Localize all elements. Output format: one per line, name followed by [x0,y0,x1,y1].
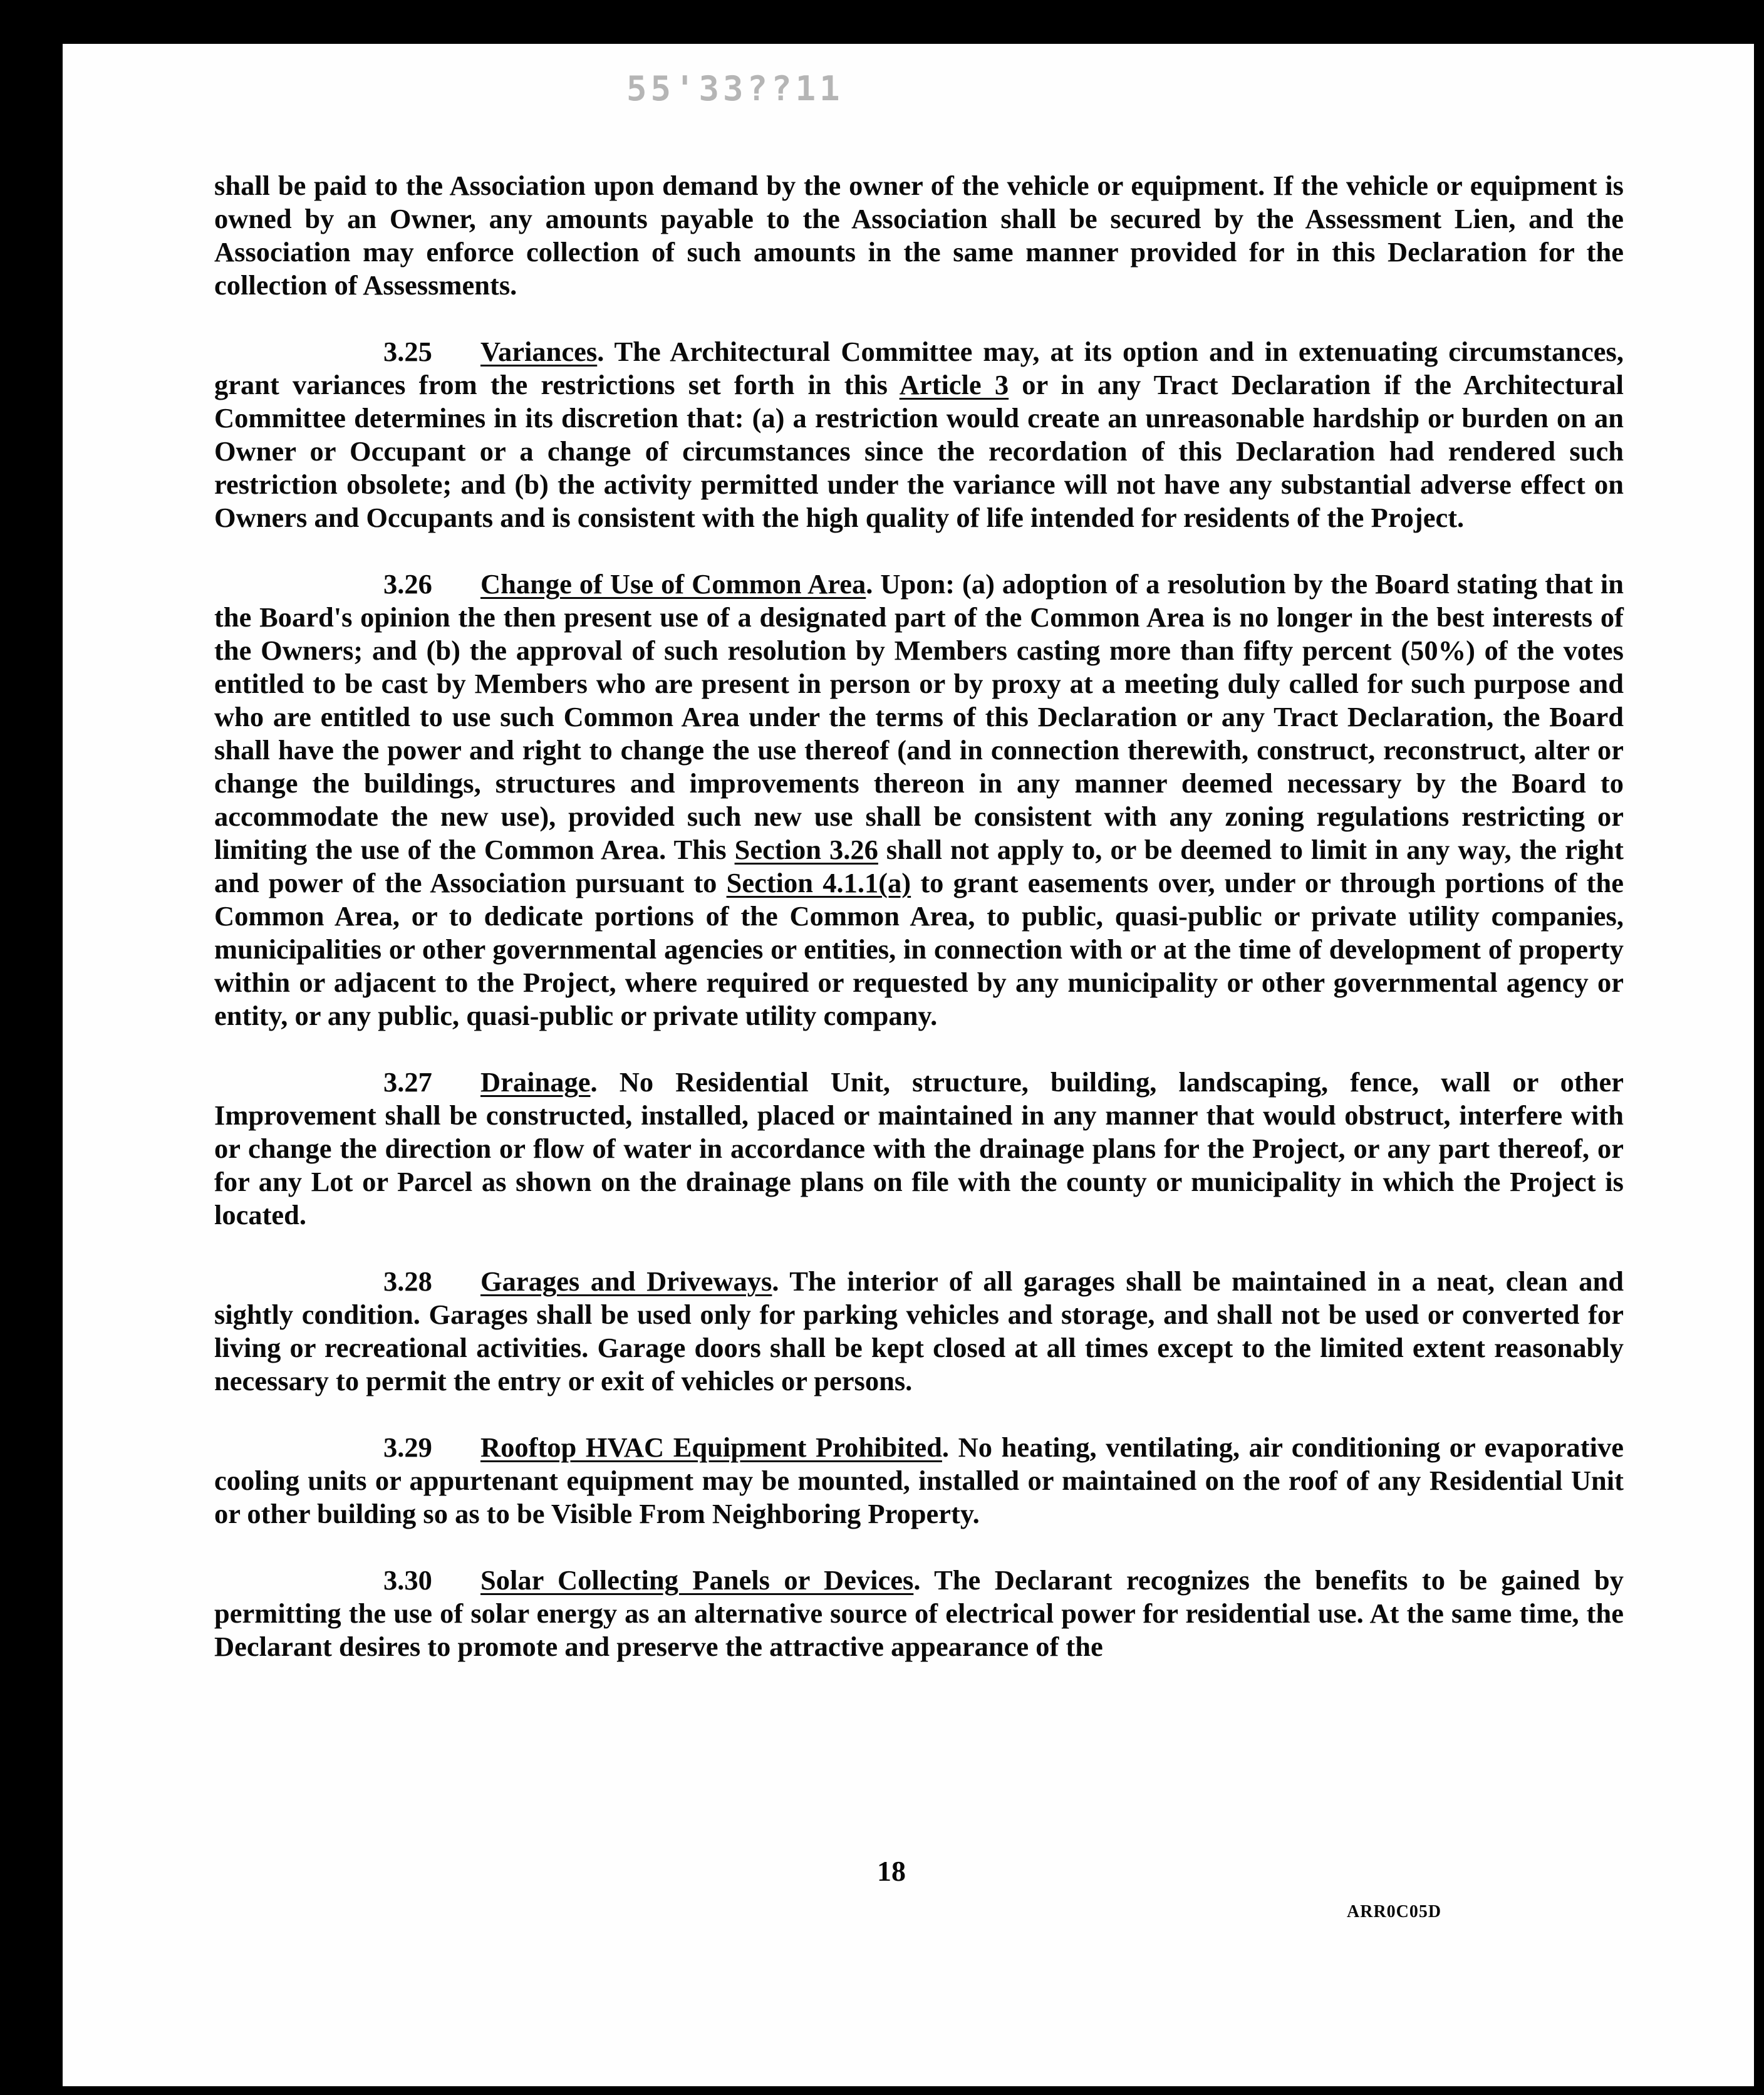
section-title: Solar Collecting Panels or Devices [480,1564,914,1596]
faded-stamp: 55'33??11 [626,69,844,108]
section-3-28 [214,1265,1624,1398]
carryover-paragraph: shall be paid to the Association upon demand by the owner of the vehicle or equipment. If the vehicle or equipment is owned by an Owner, any amounts payable to the Association shall be secured by the Assessment Lien, and the Association may enforce collection of such amounts in the same manner provided for in this Declaration for the collection of Assessments. [214,170,1624,301]
page-number: 18 [877,1855,906,1887]
section-number: 3.28 [383,1266,432,1297]
section-3-27 [214,1066,1624,1232]
section-text: . Upon: (a) adoption of a resolution by the Board stating that in the Board's opinion the then present use of a designated part of the Common Area is no longer in the best interests of the Owners; and (b) the approval of such resolution by Members casting more than fifty percent (50%) of the votes entitled to be cast by Members who are present in person or by proxy at a meeting duly called for such purpose and who are entitled to use such Common Area under the terms of this Declaration or any Tract Declaration, the Board shall have the power and right to change the use thereof (and in connection therewith, construct, reconstruct, alter or change the buildings, structures and improvements thereon in any manner deemed necessary by the Board to accommodate the new use), provided such new use shall be consistent with any zoning regulations restricting or limiting the use of the Common Area. This [214,568,1624,865]
section-number: 3.25 [383,336,432,367]
section-number: 3.27 [383,1066,432,1098]
section-title: Rooftop HVAC Equipment Prohibited [480,1432,942,1463]
section-title: Change of Use of Common Area [480,568,866,600]
section-text: . The Architectural Committee may, at its option and in extenuating circumstances, grant variances from the restrictions set forth in this [214,336,1624,400]
section-3-29 [214,1431,1624,1531]
section-3-30 [214,1564,1624,1663]
section-number: 3.26 [383,568,432,600]
cross-reference: Section 3.26 [734,834,878,865]
section-text: to grant easements over, under or through portions of the Common Area, or to dedicate portions of the Common Area, to public, quasi-public or private utility companies, municipalities or other governmental agencies or entities, in connection with or at the time of development of property within or adjacent to the Project, where required or requested by any municipality or other governmental agency or entity, or any public, quasi-public or private utility company. [214,867,1624,1031]
section-text: . The interior of all garages shall be maintained in a neat, clean and sightly condition. Garages shall be used only for parking vehicles and storage, and shall not be used or converted for living or recreational activities. Garage doors shall be kept closed at all times except to the limited extent reasonably necessary to permit the entry or exit of vehicles or persons. [214,1266,1624,1396]
cross-reference: Section 4.1.1(a) [726,867,911,898]
document-id: ARR0C05D [1347,1902,1442,1921]
section-number: 3.30 [383,1564,432,1596]
section-text: or in any Tract Declaration if the Architectural Committee determines in its discretion that: (a) a restriction would create an unreasonable hardship or burden on an Owner or Occupant or a change of circumstances since the recordation of this Declaration had rendered such restriction obsolete; and (b) the activity permitted under the variance will not have any substantial adverse effect on Owners and Occupants and is consistent with the high quality of life intended for residents of the Project. [214,369,1624,533]
document-page [63,44,1754,2086]
section-text: . No heating, ventilating, air conditioning or evaporative cooling units or appurtenant equipment may be mounted, installed or maintained on the roof of any Residential Unit or other building so as to be Visible From Neighboring Property. [214,1432,1624,1529]
section-title: Garages and Driveways [480,1266,772,1297]
section-title: Drainage [480,1066,591,1098]
section-text: . The Declarant recognizes the benefits to be gained by permitting the use of solar energy as an alternative source of electrical power for residential use. At the same time, the Declarant desires to promote and preserve the attractive appearance of the [214,1564,1624,1662]
document-body [214,169,1624,1697]
section-number: 3.29 [383,1432,432,1463]
section-text: . No Residential Unit, structure, building, landscaping, fence, wall or other Improvement shall be constructed, installed, placed or maintained in any manner that would obstruct, interfere with or change the direction or flow of water in accordance with the drainage plans for the Project, or any part thereof, or for any Lot or Parcel as shown on the drainage plans on file with the county or municipality in which the Project is located. [214,1066,1624,1230]
cross-reference: Article 3 [899,369,1009,400]
section-title: Variances [480,336,598,367]
section-3-25 [214,335,1624,534]
section-text: shall not apply to, or be deemed to limit in any way, the right and power of the Association pursuant to [214,834,1624,898]
section-3-26 [214,568,1624,1032]
